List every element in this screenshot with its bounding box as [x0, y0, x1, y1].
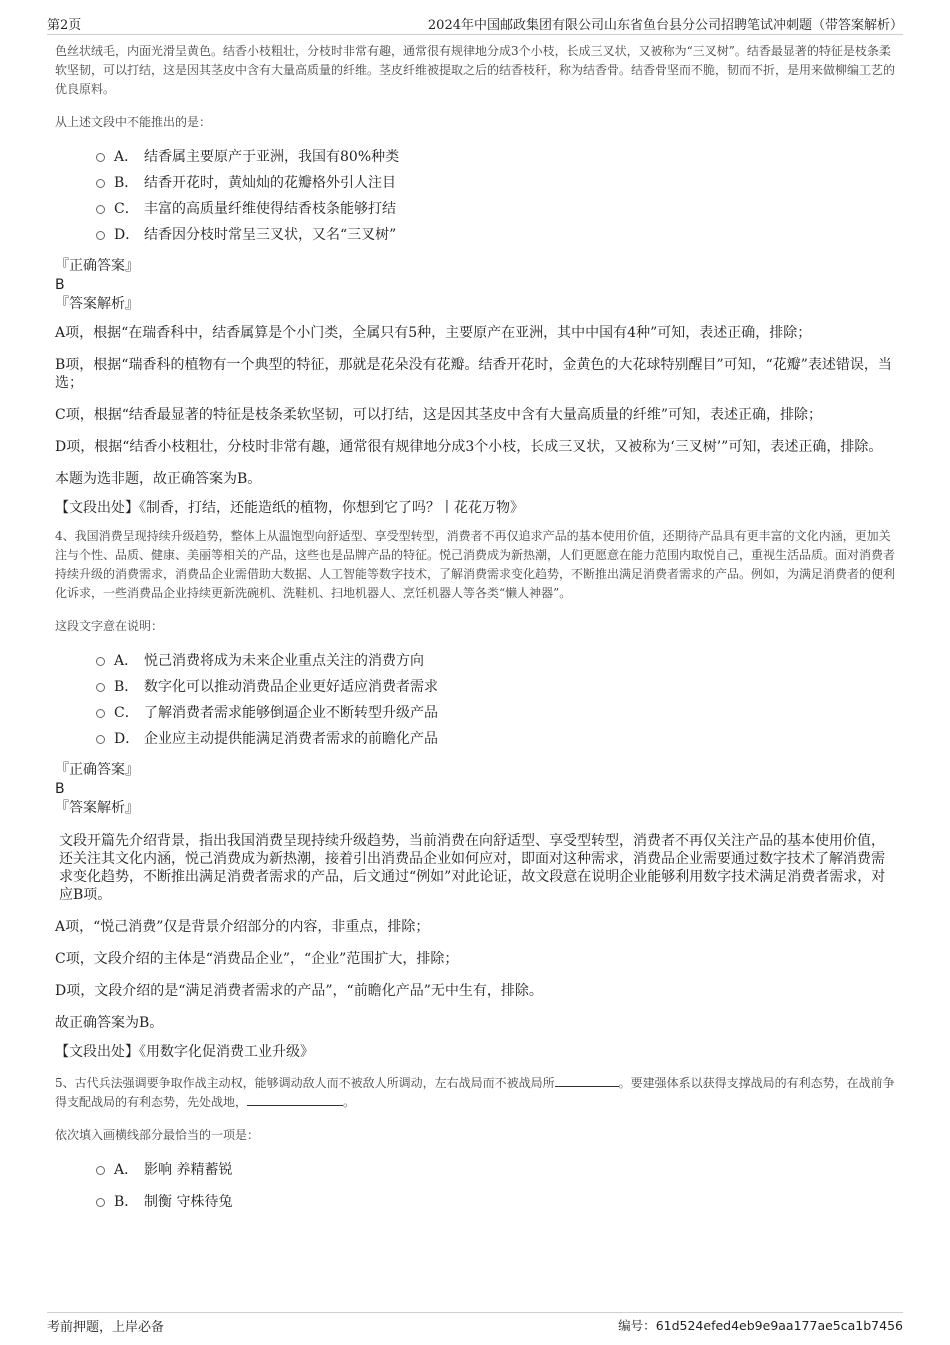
- q5-option-b[interactable]: B． 制衡 守株待兔: [55, 1189, 897, 1215]
- q5-prompt: 依次填入画横线部分最恰当的一项是：: [55, 1128, 260, 1142]
- q3-option-a[interactable]: A． 结香属主要原产于亚洲，我国有80%种类: [55, 144, 897, 170]
- q3-analysis-tag: 『答案解析』: [55, 296, 139, 312]
- document-title: 2024年中国邮政集团有限公司山东省鱼台县分公司招聘笔试冲刺题（带答案解析）: [427, 18, 903, 33]
- q5-passage-part-3: 。: [343, 1095, 356, 1109]
- q5-options: [55, 1157, 897, 1215]
- radio-icon[interactable]: [96, 657, 105, 666]
- code-value: 61d524efed4eb9e9aa177ae5ca1b7456: [655, 1318, 903, 1333]
- q3-source: 【文段出处】《制香，打结，还能造纸的植物，你想到它了吗？丨花花万物》: [55, 500, 524, 516]
- page-content: [55, 42, 897, 1215]
- q4-answer-tag: 『正确答案』: [55, 762, 139, 778]
- document-code: [618, 1316, 903, 1334]
- radio-icon[interactable]: [96, 179, 105, 188]
- q3-conclusion: 本题为选非题，故正确答案为B。: [55, 471, 262, 487]
- q4-option-a[interactable]: A． 悦己消费将成为未来企业重点关注的消费方向: [55, 648, 897, 674]
- q5-passage: [55, 1074, 897, 1112]
- q4-analysis-d: D项，文段介绍的是“满足消费者需求的产品”，“前瞻化产品”无中生有，排除。: [55, 983, 543, 999]
- radio-icon[interactable]: [96, 153, 105, 162]
- q3-analysis-a: A项，根据“在瑞香科中，结香属算是个小门类，全属只有5种，主要原产在亚洲，其中中国有4种”可知，表述正确，排除；: [55, 325, 812, 341]
- q5-option-a[interactable]: A． 影响 养精蓄锐: [55, 1157, 897, 1189]
- radio-icon[interactable]: [96, 683, 105, 692]
- q4-passage: 4、我国消费呈现持续升级趋势，整体上从温饱型向舒适型、享受型转型，消费者不再仅追求产品的基本使用价值，还期待产品具有更丰富的文化内涵，更加关注与个性、品质、健康、美丽等相关的产品，这些也是品牌产品的特征。悦己消费成为新热潮，人们更愿意在能力范围内取悦自己，重视生活品质。面对消费者持续升级的消费需求，消费品企业需借助大数据、人工智能等数字技术，了解消费需求变化趋势，不断推出满足消费者需求的产品。例如，为满足消费者的便利化诉求，一些消费品企业持续更新洗碗机、洗鞋机、扫地机器人、烹饪机器人等各类“懒人神器”。: [55, 529, 896, 600]
- page-footer: [47, 1312, 903, 1335]
- q3-option-b[interactable]: B． 结香开花时，黄灿灿的花瓣格外引人注目: [55, 170, 897, 196]
- q3-analysis-d: D项，根据“结香小枝粗壮，分枝时非常有趣，通常很有规律地分成3个小枝，长成三叉状，又被称为‘三叉树’”可知，表述正确，排除。: [55, 439, 883, 455]
- q4-answer: B: [55, 781, 65, 797]
- q3-answer: B: [55, 277, 65, 293]
- q3-passage: 色丝状绒毛，内面光滑呈黄色。结香小枝粗壮，分枝时非常有趣，通常很有规律地分成3个小枝，长成三叉状，又被称为“三叉树”。结香最显著的特征是枝条柔软坚韧，可以打结，这是因其茎皮中含有大量高质量的纤维。茎皮纤维被提取之后的结香枝秆，称为结香骨。结香骨坚而不脆，韧而不折，是用来做柳编工艺的优良原料。: [55, 44, 896, 96]
- page-number: 第2页: [47, 18, 82, 33]
- q3-option-d[interactable]: D． 结香因分枝时常呈三叉状，又名“三叉树”: [55, 222, 897, 248]
- page-header: [47, 14, 903, 35]
- q5-blank-1: [555, 1074, 619, 1087]
- q4-options: [55, 648, 897, 752]
- q5-passage-part-1: 5、古代兵法强调要争取作战主动权，能够调动敌人而不被敌人所调动，左右战局而不被战局所: [55, 1076, 555, 1090]
- code-label: 编号：: [618, 1318, 656, 1333]
- radio-icon[interactable]: [96, 1198, 105, 1207]
- radio-icon[interactable]: [96, 735, 105, 744]
- q4-analysis-tag: 『答案解析』: [55, 800, 139, 816]
- q4-conclusion: 故正确答案为B。: [55, 1015, 164, 1031]
- q4-analysis-c: C项，文段介绍的主体是“消费品企业”，“企业”范围扩大，排除；: [55, 951, 459, 967]
- radio-icon[interactable]: [96, 1166, 105, 1175]
- q3-analysis-c: C项，根据“结香最显著的特征是枝条柔软坚韧，可以打结，这是因其茎皮中含有大量高质量的纤维”可知，表述正确，排除；: [55, 407, 823, 423]
- radio-icon[interactable]: [96, 205, 105, 214]
- q4-option-c[interactable]: C． 了解消费者需求能够倒逼企业不断转型升级产品: [55, 700, 897, 726]
- q4-source: 【文段出处】《用数字化促消费工业升级》: [55, 1044, 314, 1060]
- q5-passage-part-2: 。要建强体系以获得支撑战局的有利态势，在战前争得支配战局的有利态势，先处战地，: [55, 1076, 895, 1109]
- q3-analysis-b: B项，根据“瑞香科的植物有一个典型的特征，那就是花朵没有花瓣。结香开花时，金黄色的大花球特别醒目”可知，“花瓣”表述错误，当选；: [55, 357, 892, 391]
- q3-prompt: 从上述文段中不能推出的是：: [55, 115, 212, 129]
- q3-options: [55, 144, 897, 248]
- q3-answer-tag: 『正确答案』: [55, 258, 139, 274]
- q4-prompt: 这段文字意在说明：: [55, 619, 164, 633]
- q4-analysis-a: A项，“悦己消费”仅是背景介绍部分的内容，非重点，排除；: [55, 919, 430, 935]
- footer-slogan: 考前押题，上岸必备: [47, 1320, 165, 1335]
- q4-analysis-main: 文段开篇先介绍背景，指出我国消费呈现持续升级趋势，当前消费在向舒适型、享受型转型，消费者不再仅关注产品的基本使用价值，还关注其文化内涵，悦己消费成为新热潮，接着引出消费品企业如何应对，即面对这种需求，消费品企业需要通过数字技术了解消费需求变化趋势，不断推出满足消费者需求的产品，后文通过“例如”对此论证，故文段意在说明企业能够利用数字技术满足消费者需求，对应B项。: [59, 833, 886, 903]
- radio-icon[interactable]: [96, 231, 105, 240]
- q4-option-b[interactable]: B． 数字化可以推动消费品企业更好适应消费者需求: [55, 674, 897, 700]
- q3-option-c[interactable]: C． 丰富的高质量纤维使得结香枝条能够打结: [55, 196, 897, 222]
- q4-option-d[interactable]: D． 企业应主动提供能满足消费者需求的前瞻化产品: [55, 726, 897, 752]
- q5-blank-2: [247, 1093, 343, 1106]
- radio-icon[interactable]: [96, 709, 105, 718]
